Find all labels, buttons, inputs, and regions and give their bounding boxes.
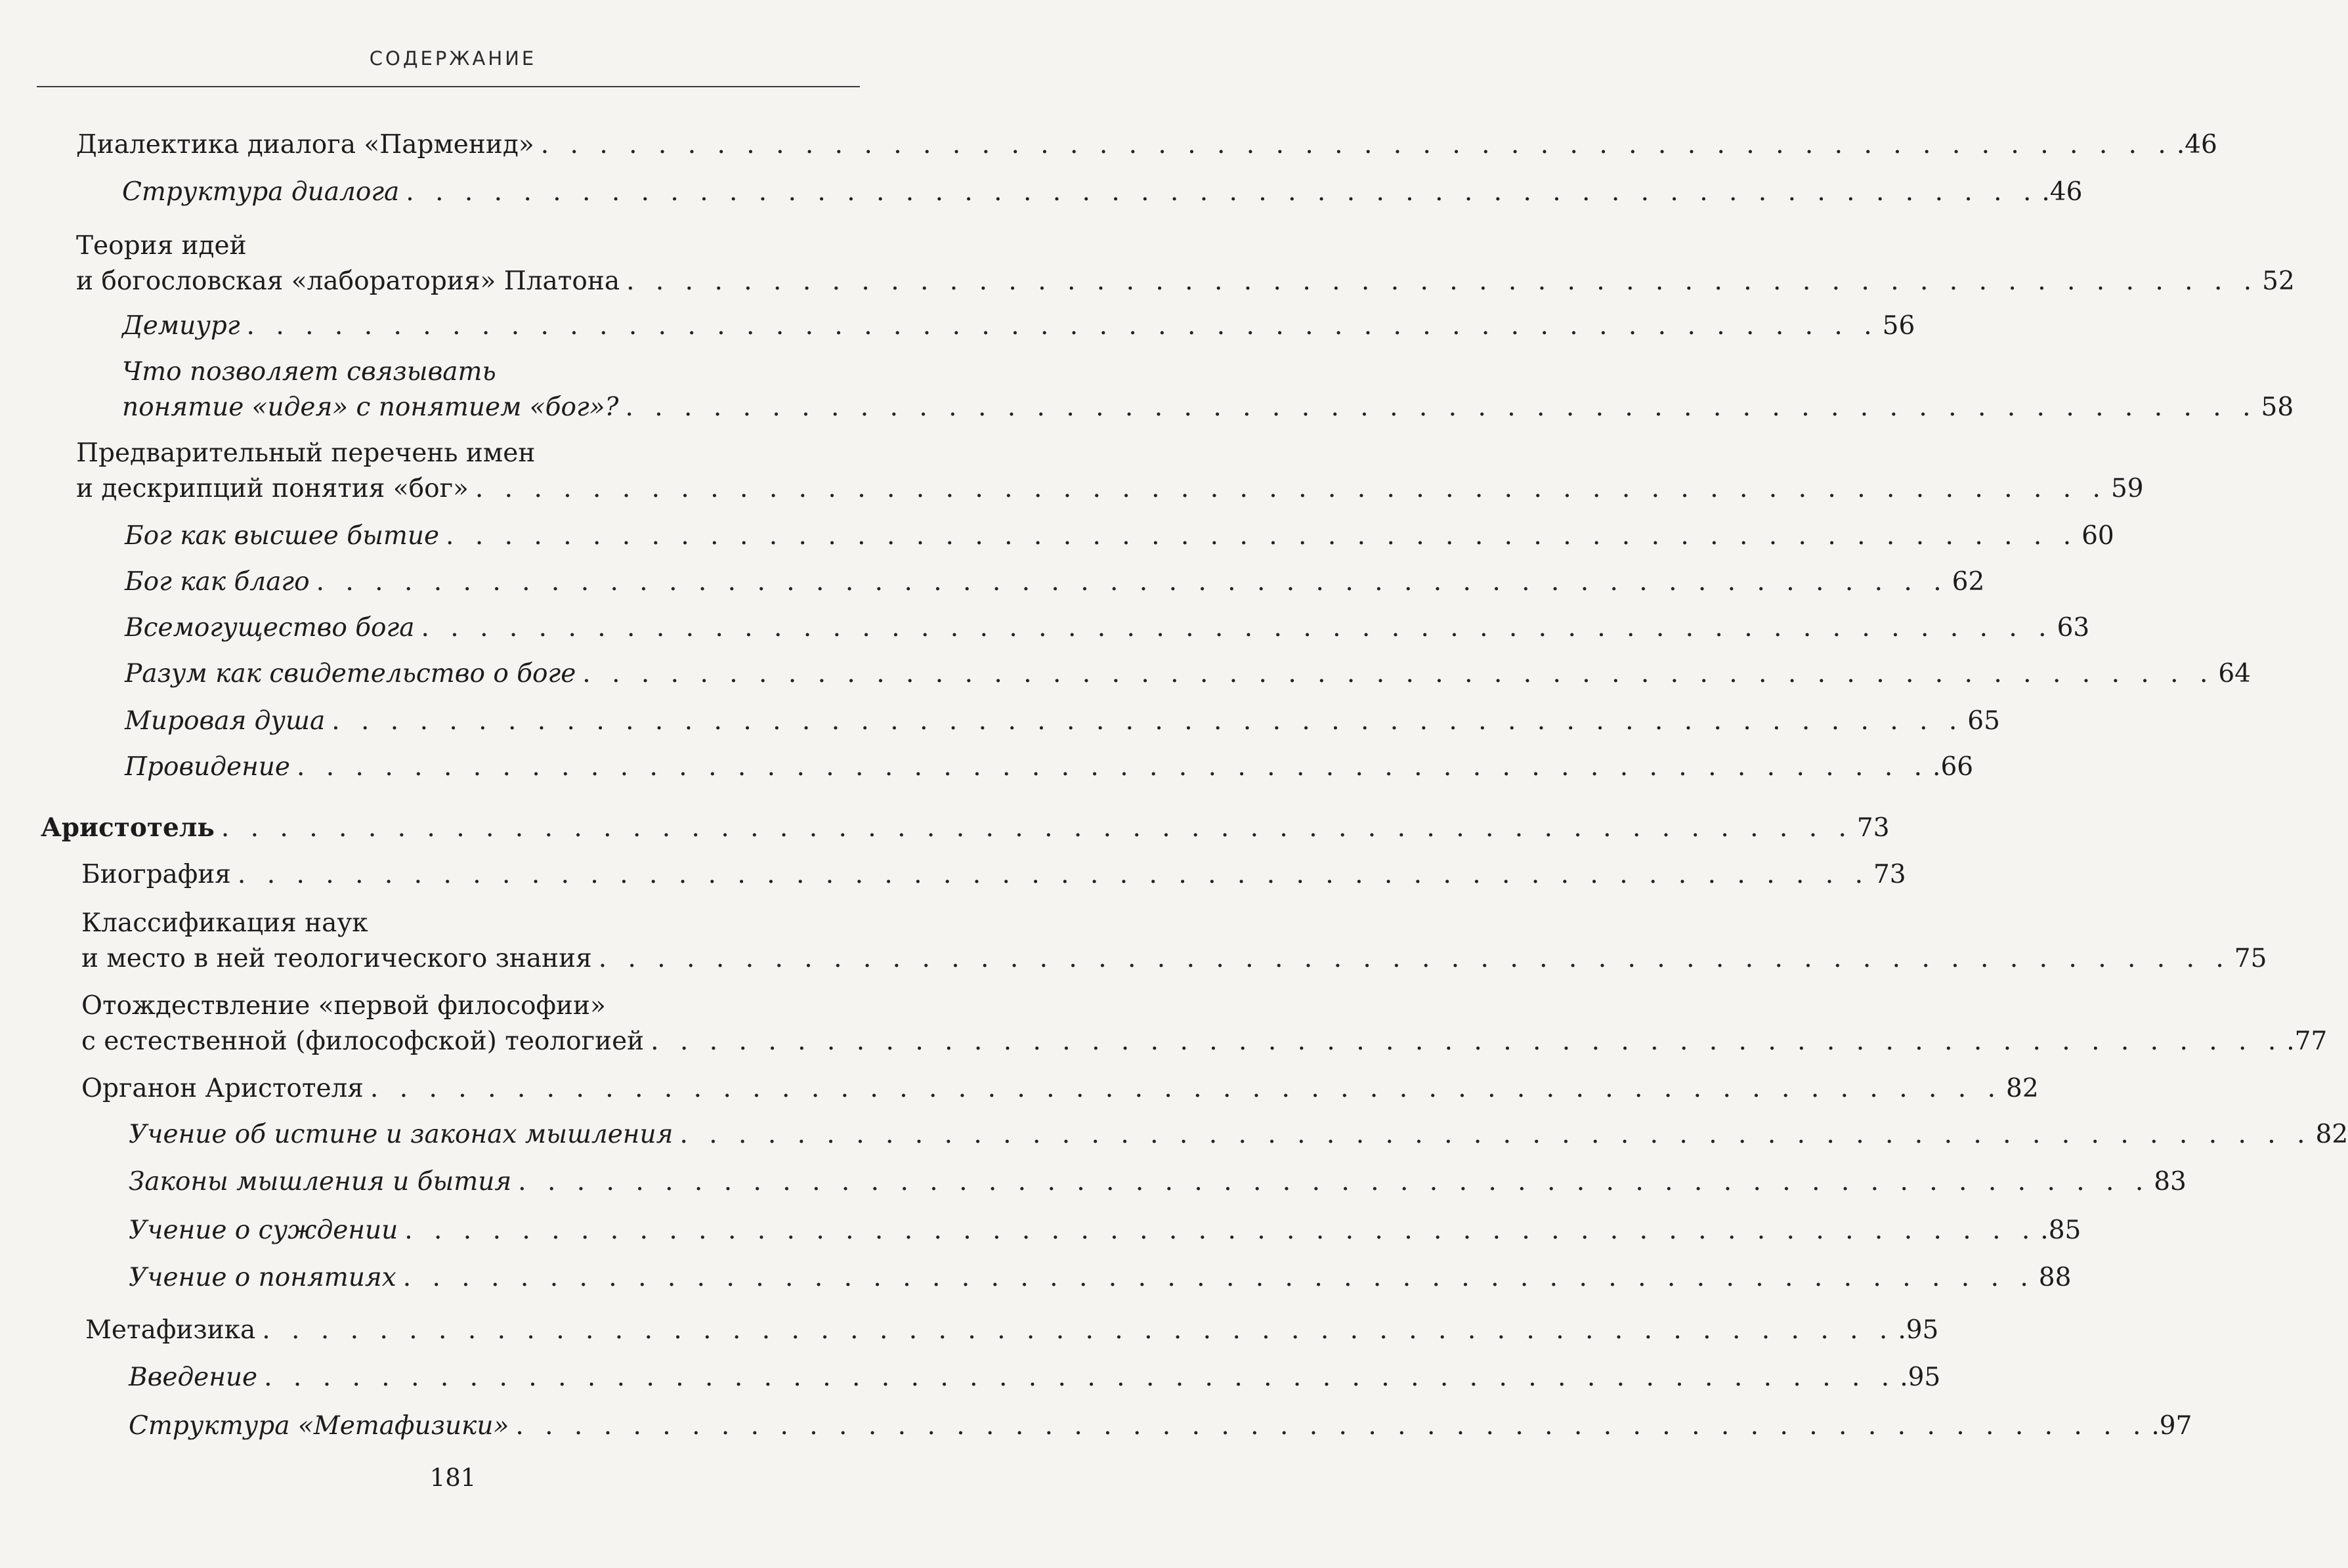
toc-page-number: 82 [2315, 1120, 2348, 1149]
toc-page-number: 59 [2110, 474, 2144, 503]
toc-entry-line [122, 308, 1915, 344]
toc-entry [81, 988, 2328, 1059]
dot-leader: . . . . . . . . . . . . . . . . . . . . . . . . . . . . . . . . . . . . . . . . . . . . . . . . . . . . . . . . [475, 474, 2107, 503]
toc-entry-line [125, 704, 2000, 739]
toc-page-number: 75 [2234, 944, 2267, 973]
toc-page-number: .46 [2041, 177, 2083, 207]
toc-entry-title: Провидение [125, 752, 290, 782]
toc-page-number: 52 [2262, 266, 2295, 296]
toc-entry-title: Структура «Метафизики» [129, 1411, 509, 1441]
toc-entry-title: понятие «идея» с понятием «бог»? [122, 392, 619, 422]
toc-entry-title: Мировая душа [125, 706, 326, 736]
toc-entry-title: Теория идей [76, 231, 247, 261]
toc-entry [85, 1313, 1939, 1348]
dot-leader: . . . . . . . . . . . . . . . . . . . . . . . . . . . . . . . . . . . . . . . . . . . . . . . . . . . . . . . . [598, 944, 2231, 973]
toc-page-number: .77 [2286, 1027, 2328, 1056]
dot-leader: . . . . . . . . . . . . . . . . . . . . . . . . . . . . . . . . . . . . . . . . . . . . . . . . . . . . . . . . [540, 130, 2173, 159]
toc-entry-title: Всемогущество бога [125, 613, 415, 643]
toc-entry-title: Предварительный перечень имен [76, 438, 536, 468]
toc-entry-title: Введение [129, 1363, 258, 1392]
dot-leader: . . . . . . . . . . . . . . . . . . . . . . . . . . . . . . . . . . . . . . . . . . . . . . . . . . . . . . . . [518, 1167, 2150, 1197]
toc-entry [129, 1260, 2072, 1296]
dot-leader: . . . . . . . . . . . . . . . . . . . . . . . . . . . . . . . . . . . . . . . . . . . . . . . . . . . . . . . . [221, 813, 1853, 843]
toc-entry-line [125, 750, 1974, 785]
toc-entry-title: Диалектика диалога «Парменид» [76, 130, 534, 159]
toc-entry [76, 228, 2295, 299]
toc-entry-line [125, 656, 2251, 692]
toc-entry [125, 519, 2114, 554]
running-header: СОДЕРЖАНИЕ [369, 47, 537, 70]
toc-entry-title: Разум как свидетельство о боге [125, 659, 576, 689]
toc-entry-title: Органон Аристотеля [81, 1074, 364, 1103]
toc-page-number: 64 [2218, 659, 2251, 689]
dot-leader: . . . . . . . . . . . . . . . . . . . . . . . . . . . . . . . . . . . . . . . . . . . . . . . . . . . . . . . . [296, 752, 1929, 782]
toc-entry-line [81, 941, 2267, 977]
toc-entry [122, 175, 2083, 210]
toc-entry-line [122, 354, 857, 390]
toc-entry [129, 1213, 2081, 1248]
toc-page-number: 65 [1967, 706, 2000, 736]
toc-entry-title: и место в ней теологического знания [81, 944, 592, 973]
toc-entry-title: Бог как благо [125, 567, 310, 597]
toc-page-number: .95 [1900, 1363, 1941, 1392]
toc-entry-line [85, 1313, 1939, 1348]
toc-entry [122, 354, 2294, 425]
toc-page-number: .85 [2040, 1216, 2081, 1245]
toc-page-number: 62 [1952, 567, 1985, 597]
toc-entry [81, 857, 1906, 893]
toc-entry-title: Демиург [122, 311, 240, 341]
toc-entry-title: с естественной (философской) теологией [81, 1027, 645, 1056]
dot-leader: . . . . . . . . . . . . . . . . . . . . . . . . . . . . . . . . . . . . . . . . . . . . . . . . . . . . . . . . [406, 177, 2038, 207]
toc-page-number: 56 [1882, 311, 1915, 341]
dot-leader: . . . . . . . . . . . . . . . . . . . . . . . . . . . . . . . . . . . . . . . . . . . . . . . . . . . . . . . . [651, 1027, 2283, 1056]
toc-entry-line [81, 1071, 2039, 1107]
dot-leader: . . . . . . . . . . . . . . . . . . . . . . . . . . . . . . . . . . . . . . . . . . . . . . . . . . . . . . . . [370, 1074, 2002, 1103]
toc-page-number: .46 [2176, 130, 2217, 159]
toc-entry-line [76, 127, 2217, 163]
toc-entry-line [76, 264, 2295, 299]
toc-entry-line [81, 988, 865, 1024]
toc-page-number: 73 [1856, 813, 1890, 843]
dot-leader: . . . . . . . . . . . . . . . . . . . . . . . . . . . . . . . . . . . . . . . . . . . . . . . . . . . . . . . . [402, 1263, 2035, 1292]
toc-entry-line [125, 519, 2114, 554]
toc-entry [129, 1360, 1941, 1395]
toc-entry-line [76, 436, 857, 471]
toc-entry-line [129, 1260, 2072, 1296]
toc-entry-title: Учение о суждении [129, 1216, 398, 1245]
toc-entry-title: и дескрипций понятия «бог» [76, 474, 469, 503]
toc-page-number: .66 [1932, 752, 1974, 782]
toc-entry-line [76, 471, 2144, 507]
dot-leader: . . . . . . . . . . . . . . . . . . . . . . . . . . . . . . . . . . . . . . . . . . . . . . . . . . . . . . . . [679, 1120, 2312, 1149]
toc-entry-line [129, 1164, 2187, 1200]
toc-page-number: 83 [2154, 1167, 2187, 1197]
toc-entry [129, 1117, 2348, 1153]
toc-entry-title: Аристотель [41, 813, 215, 843]
dot-leader: . . . . . . . . . . . . . . . . . . . . . . . . . . . . . . . . . . . . . . . . . . . . . . . . . . . . . . . . [421, 613, 2053, 643]
dot-leader: . . . . . . . . . . . . . . . . . . . . . . . . . . . . . . . . . . . . . . . . . . . . . . . . . . . . . . . . [331, 706, 1964, 736]
dot-leader: . . . . . . . . . . . . . . . . . . . . . . . . . . . . . . . . . . . . . . . . . . . . . . . . . . . . . . . . [246, 311, 1879, 341]
toc-entry-title: Что позволяет связывать [122, 357, 496, 387]
toc-entry-title: Бог как высшее бытие [125, 521, 440, 551]
dot-leader: . . . . . . . . . . . . . . . . . . . . . . . . . . . . . . . . . . . . . . . . . . . . . . . . . . . . . . . . [264, 1363, 1896, 1392]
dot-leader: . . . . . . . . . . . . . . . . . . . . . . . . . . . . . . . . . . . . . . . . . . . . . . . . . . . . . . . . [625, 392, 2257, 422]
toc-entry-line [81, 906, 863, 941]
toc-entry-line [81, 857, 1906, 893]
toc-entry-line [81, 1024, 2328, 1059]
toc-entry [129, 1164, 2187, 1200]
toc-entry [129, 1409, 2192, 1444]
dot-leader: . . . . . . . . . . . . . . . . . . . . . . . . . . . . . . . . . . . . . . . . . . . . . . . . . . . . . . . . [515, 1411, 2148, 1441]
toc-page-number: 73 [1873, 860, 1906, 889]
toc-page-number: .95 [1898, 1315, 1939, 1345]
toc-entry-title: Учение об истине и законах мышления [129, 1120, 673, 1149]
toc-entry [125, 750, 1974, 785]
toc-entry-line [125, 610, 2090, 646]
toc-entry [81, 906, 2267, 977]
dot-leader: . . . . . . . . . . . . . . . . . . . . . . . . . . . . . . . . . . . . . . . . . . . . . . . . . . . . . . . . [316, 567, 1948, 597]
toc-entry [76, 436, 2144, 507]
dot-leader: . . . . . . . . . . . . . . . . . . . . . . . . . . . . . . . . . . . . . . . . . . . . . . . . . . . . . . . . [446, 521, 2078, 551]
toc-entry-title: Отождествление «первой философии» [81, 991, 606, 1021]
toc-entry [125, 656, 2251, 692]
toc-entry-title: и богословская «лаборатория» Платона [76, 266, 620, 296]
dot-leader: . . . . . . . . . . . . . . . . . . . . . . . . . . . . . . . . . . . . . . . . . . . . . . . . . . . . . . . . [582, 659, 2215, 689]
toc-entry [125, 610, 2090, 646]
toc-entry-line [129, 1117, 2348, 1153]
toc-entry-title: Структура диалога [122, 177, 400, 207]
toc-entry-line [76, 228, 857, 264]
toc-entry [41, 810, 1890, 845]
toc-entry-line [125, 564, 1985, 600]
toc-entry-title: Классификация наук [81, 908, 368, 938]
toc-entry [125, 564, 1985, 600]
toc-page-number: 60 [2081, 521, 2114, 551]
toc-entry-title: Метафизика [85, 1315, 256, 1345]
dot-leader: . . . . . . . . . . . . . . . . . . . . . . . . . . . . . . . . . . . . . . . . . . . . . . . . . . . . . . . . [626, 266, 2259, 296]
toc-entry [76, 127, 2217, 163]
toc-page-number: .97 [2151, 1411, 2192, 1441]
dot-leader: . . . . . . . . . . . . . . . . . . . . . . . . . . . . . . . . . . . . . . . . . . . . . . . . . . . . . . . . [262, 1315, 1894, 1345]
toc-entry-line [129, 1409, 2192, 1444]
toc-entry-line [122, 175, 2083, 210]
toc-entry-line [122, 390, 2294, 425]
toc-entry-title: Учение о понятиях [129, 1263, 396, 1292]
toc-page-number: 88 [2038, 1263, 2072, 1292]
dot-leader: . . . . . . . . . . . . . . . . . . . . . . . . . . . . . . . . . . . . . . . . . . . . . . . . . . . . . . . . [404, 1216, 2037, 1245]
toc-entry [122, 308, 1915, 344]
page-number: 181 [429, 1464, 477, 1492]
toc-entry-line [129, 1213, 2081, 1248]
dot-leader: . . . . . . . . . . . . . . . . . . . . . . . . . . . . . . . . . . . . . . . . . . . . . . . . . . . . . . . . [237, 860, 1869, 889]
toc-entry-line [41, 810, 1890, 845]
toc-entry-title: Законы мышления и бытия [129, 1167, 512, 1197]
toc-entry [125, 704, 2000, 739]
toc-entry-title: Биография [81, 860, 231, 889]
toc-entry-line [129, 1360, 1941, 1395]
toc-page-number: 82 [2006, 1074, 2039, 1103]
toc-page-number: 63 [2057, 613, 2090, 643]
toc-page-number: 58 [2261, 392, 2294, 422]
toc-entry [81, 1071, 2039, 1107]
